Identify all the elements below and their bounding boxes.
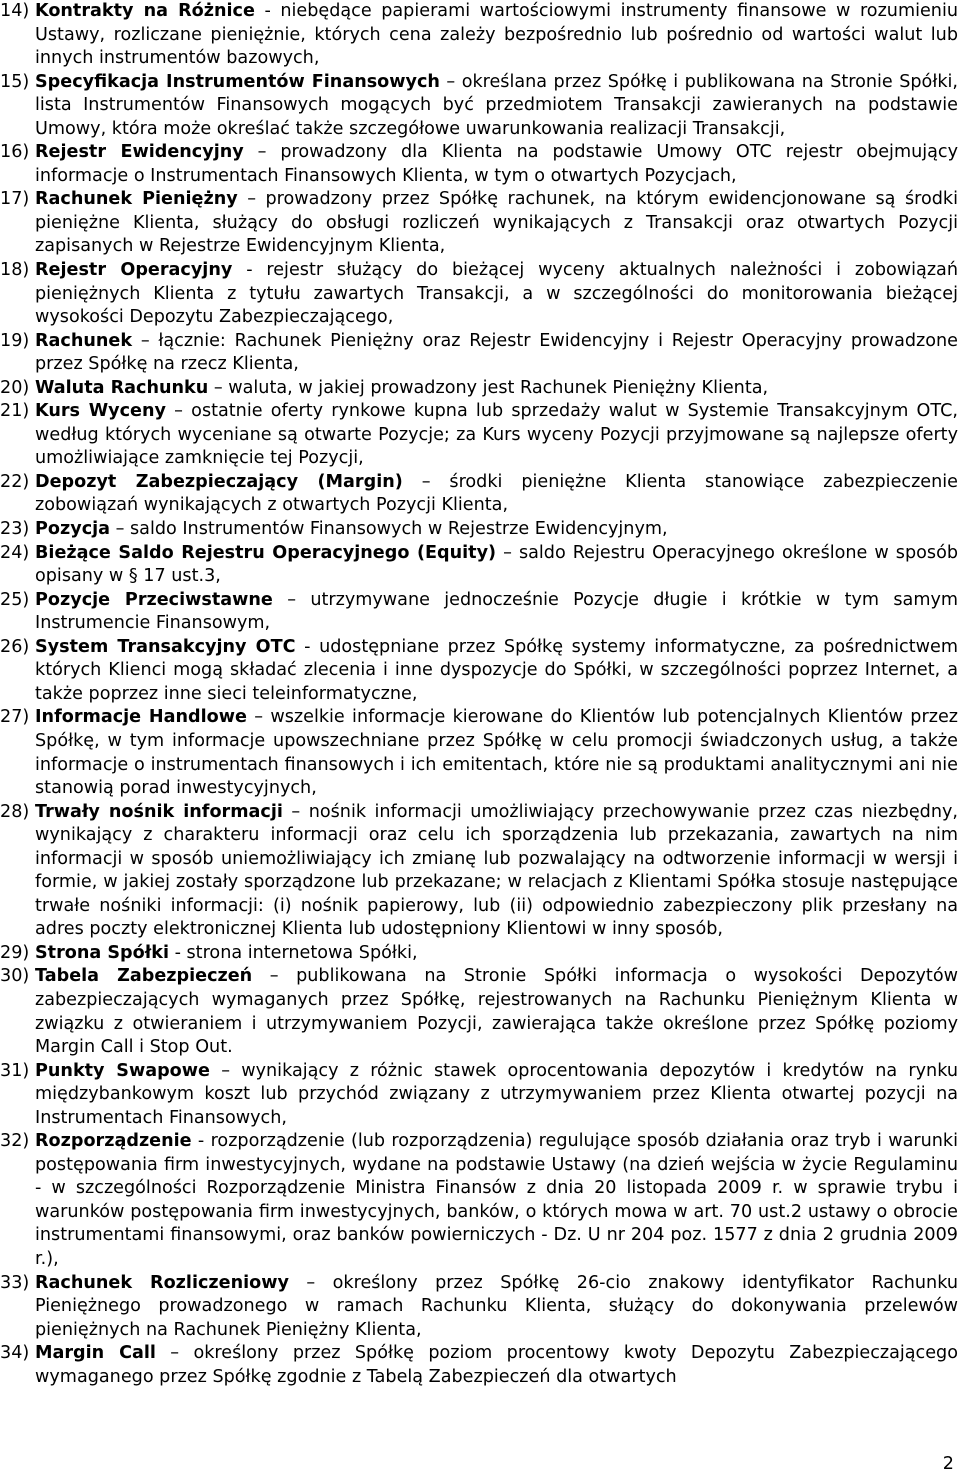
defined-term: Kontrakty na Różnice: [35, 1, 255, 21]
definition-text: – nośnik informacji umożliwiający przechowywanie przez czas niezbędny, wynikający z charakteru informacji oraz celu ich sporządzenia lub przekazania, zawartych na nim informacji w sposób uniemożliwiający ich zmianę lub pozwalający na odtworzenie informacji w wersji i formie, w jakiej zostały sporządzone lub przekazane; w relacjach z Klientami Spółka stosuje następujące trwałe nośniki informacji: (i) nośnik papierowy, lub (ii) odpowiednio zabezpieczony plik przesłany na adres poczty elektronicznej Klienta lub udostępniony Klientowi w inny sposób,: [35, 801, 958, 940]
definition-text: – środki pieniężne Klienta stanowiące zabezpieczenie zobowiązań wynikających z otwartych Pozycji Klienta,: [35, 471, 958, 516]
page-number: 2: [942, 1454, 954, 1474]
definition-text: – ostatnie oferty rynkowe kupna lub sprzedaży walut w Systemie Transakcyjnym OTC, według których wyceniane są otwarte Pozycje; za Kurs wyceny Pozycji przyjmowane są najlepsze oferty umożliwiające zamknięcie tej Pozycji,: [35, 401, 958, 469]
definition-text: – określana przez Spółkę i publikowana na Stronie Spółki, lista Instrumentów Finansowych mogących być przedmiotem Transakcji zawieranych na podstawie Umowy, która może określać także szczegółowe uwarunkowania realizacji Transakcji,: [35, 71, 958, 139]
defined-term: Depozyt Zabezpieczający (Margin): [35, 471, 403, 492]
defined-term: Rachunek Pieniężny: [35, 189, 238, 210]
defined-term: Specyfikacja Instrumentów Finansowych: [35, 71, 440, 92]
definition-item: [0, 188, 960, 259]
defined-term: Rejestr Ewidencyjny: [35, 142, 244, 163]
item-number: 32): [0, 1131, 30, 1152]
defined-term: Rachunek Rozliczeniowy: [35, 1272, 289, 1293]
definition-text: – saldo Instrumentów Finansowych w Rejestrze Ewidencyjnym,: [110, 519, 668, 540]
defined-term: Informacje Handlowe: [35, 707, 247, 728]
definition-item: [0, 377, 960, 401]
item-number: 18): [0, 260, 30, 281]
defined-term: Rozporządzenie: [35, 1131, 192, 1152]
item-number: 30): [0, 966, 30, 987]
defined-term: Rejestr Operacyjny: [35, 260, 233, 281]
item-number: 15): [0, 71, 30, 92]
definition-item: [0, 471, 960, 518]
defined-term: Trwały nośnik informacji: [35, 801, 283, 822]
definition-item: [0, 330, 960, 377]
defined-term: Tabela Zabezpieczeń: [35, 966, 253, 987]
definition-text: - strona internetowa Spółki,: [168, 942, 418, 963]
definition-item: [0, 1130, 960, 1271]
item-number: 34): [0, 1343, 30, 1364]
item-number: 17): [0, 189, 30, 210]
defined-term: Kurs Wyceny: [35, 401, 166, 422]
definition-text: – prowadzony przez Spółkę rachunek, na którym ewidencjonowane są środki pieniężne Klienta, służący do obsługi rozliczeń wynikających z Transakcji oraz otwartych Pozycji zapisanych w Rejestrze Ewidencyjnym Klienta,: [35, 189, 958, 257]
defined-term: Punkty Swapowe: [35, 1060, 210, 1081]
definition-text: – określony przez Spółkę 26-cio znakowy identyfikator Rachunku Pieniężnego prowadzonego w ramach Rachunku Klienta, służący do dokonywania przelewów pieniężnych na Rachunek Pieniężny Klienta,: [35, 1272, 958, 1340]
item-number: 31): [0, 1060, 30, 1081]
defined-term: Waluta Rachunku: [35, 377, 209, 398]
definition-item: [0, 965, 960, 1059]
item-number: 33): [0, 1272, 30, 1293]
definition-text: - niebędące papierami wartościowymi instrumenty finansowe w rozumieniu Ustawy, rozliczane pieniężnie, których cena zależy bezpośrednio lub pośrednio od wartości walut lub innych instrumentów bazowych,: [35, 1, 958, 69]
definition-text: - rozporządzenie (lub rozporządzenia) regulujące sposób działania oraz tryb i warunki postępowania firm inwestycyjnych, wydane na podstawie Ustawy (na dzień wejścia w życie Regulaminu - w szczególności Rozporządzenie Ministra Finansów z dnia 20 listopada 2009 r. w sprawie trybu i warunków postępowania firm inwestycyjnych, banków, o których mowa w art. 70 ust.2 ustawy o obrocie instrumentami finansowymi, oraz banków powierniczych - Dz. U nr 204 poz. 1577 z dnia 2 grudnia 2009 r.),: [35, 1131, 958, 1269]
defined-term: Rachunek: [35, 330, 133, 351]
definition-item: [0, 0, 960, 71]
definition-item: [0, 1342, 960, 1389]
definition-text: – publikowana na Stronie Spółki informacja o wysokości Depozytów zabezpieczających wymaganych przez Spółkę, rejestrowanych na Rachunku Pieniężnym Klienta w związku z otwieraniem i utrzymywaniem Pozycji, zawierająca także określone przez Spółkę poziomy Margin Call i Stop Out.: [35, 966, 958, 1058]
definition-text: - rejestr służący do bieżącej wyceny aktualnych należności i zobowiązań pieniężnych Klienta z tytułu zawartych Transakcji, a w szczególności do monitorowania bieżącej wysokości Depozytu Zabezpieczającego,: [35, 260, 958, 328]
item-number: 22): [0, 471, 30, 492]
item-number: 14): [0, 1, 30, 21]
item-number: 29): [0, 942, 30, 963]
defined-term: Bieżące Saldo Rejestru Operacyjnego (Equity): [35, 542, 497, 563]
definition-item: [0, 1272, 960, 1343]
item-number: 19): [0, 330, 30, 351]
definition-item: [0, 636, 960, 707]
definition-text: – utrzymywane jednocześnie Pozycje długie i krótkie w tym samym Instrumencie Finansowym,: [35, 589, 959, 634]
definition-item: [0, 1060, 960, 1131]
defined-term: System Transakcyjny OTC: [35, 636, 296, 657]
item-number: 20): [0, 377, 30, 398]
definition-text: - udostępniane przez Spółkę systemy informatyczne, za pośrednictwem których Klienci mogą składać zlecenia i inne dyspozycje do Spółki, w szczególności poprzez Internet, a także poprzez inne sieci teleinformatyczne,: [35, 636, 958, 704]
definition-item: [0, 942, 960, 966]
defined-term: Margin Call: [35, 1343, 156, 1364]
definition-text: – łącznie: Rachunek Pieniężny oraz Rejestr Ewidencyjny i Rejestr Operacyjny prowadzone przez Spółkę na rzecz Klienta,: [35, 330, 958, 375]
definition-text: – saldo Rejestru Operacyjnego określone w sposób opisany w § 17 ust.3,: [35, 542, 958, 587]
definition-item: [0, 141, 960, 188]
definition-item: [0, 801, 960, 942]
item-number: 27): [0, 707, 30, 728]
item-number: 21): [0, 401, 30, 422]
definition-item: [0, 542, 960, 589]
definition-item: [0, 71, 960, 142]
definition-item: [0, 706, 960, 800]
definition-text: – wynikający z różnic stawek oprocentowania depozytów i kredytów na rynku międzybankowym koszt lub przychód związany z utrzymywaniem przez Klienta otwartej pozycji na Instrumentach Finansowych,: [35, 1060, 958, 1128]
definition-text: – określony przez Spółkę poziom procentowy kwoty Depozytu Zabezpieczającego wymaganego przez Spółkę zgodnie z Tabelą Zabezpieczeń dla otwartych: [35, 1343, 958, 1387]
item-number: 26): [0, 636, 30, 657]
defined-term: Pozycje Przeciwstawne: [35, 589, 273, 610]
item-number: 23): [0, 519, 30, 540]
defined-term: Pozycja: [35, 519, 111, 540]
defined-term: Strona Spółki: [35, 942, 169, 963]
definition-text: – wszelkie informacje kierowane do Klientów lub potencjalnych Klientów przez Spółkę, w tym informacje upowszechniane przez Spółkę w celu promocji świadczonych usług, a także informacje o instrumentach finansowych i ich emitentach, które nie są produktami analitycznymi ani nie stanowią porad inwestycyjnych,: [35, 707, 959, 799]
definition-item: [0, 589, 960, 636]
item-number: 25): [0, 589, 30, 610]
definition-item: [0, 259, 960, 330]
definition-text: – waluta, w jakiej prowadzony jest Rachunek Pieniężny Klienta,: [208, 377, 769, 398]
definition-item: [0, 518, 960, 542]
item-number: 24): [0, 542, 30, 563]
item-number: 16): [0, 142, 30, 163]
item-number: 28): [0, 801, 30, 822]
definition-item: [0, 400, 960, 471]
definition-text: – prowadzony dla Klienta na podstawie Umowy OTC rejestr obejmujący informacje o Instrumentach Finansowych Klienta, w tym o otwartych Pozycjach,: [35, 142, 958, 186]
